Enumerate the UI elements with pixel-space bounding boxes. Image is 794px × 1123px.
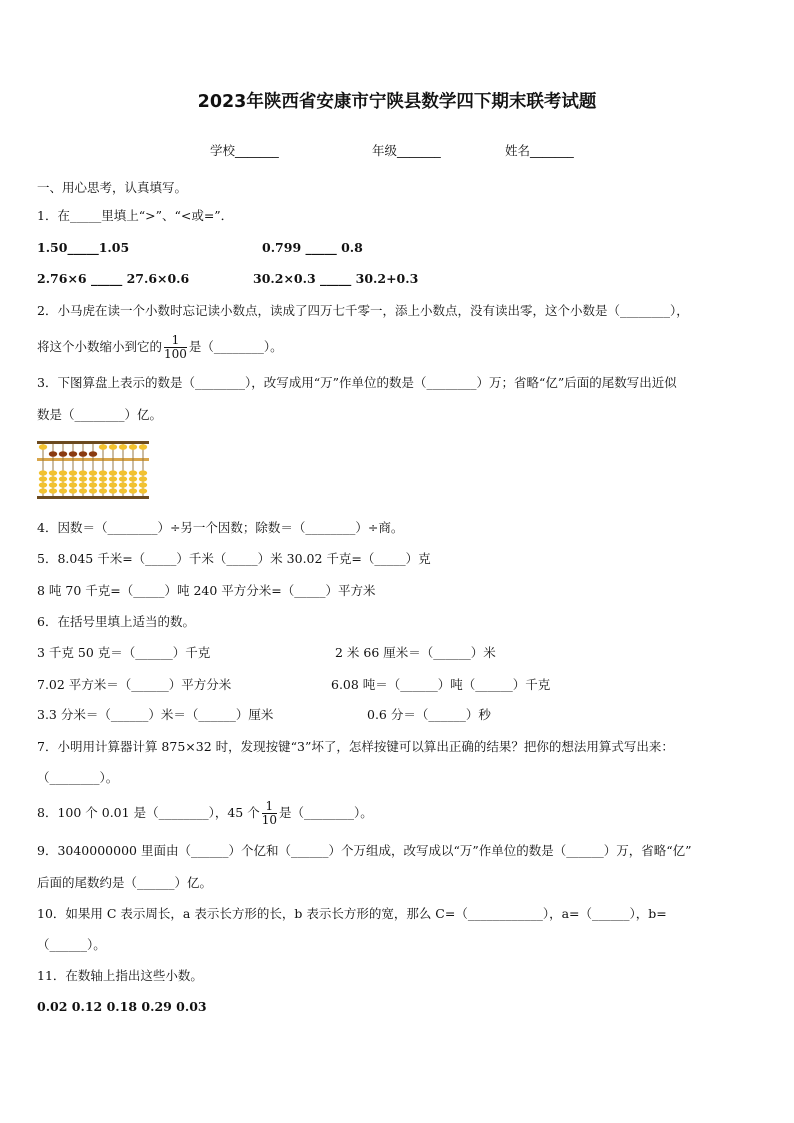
abacus-lower-bead bbox=[119, 476, 127, 481]
abacus-lower-bead bbox=[99, 470, 107, 475]
question-6-f: 0.6 分＝（______）秒 bbox=[367, 707, 491, 722]
abacus-rods bbox=[39, 444, 147, 496]
abacus-lower-bead bbox=[119, 482, 127, 487]
question-2-text-post: 是（________）。 bbox=[188, 339, 283, 354]
question-5-line2: 8 吨 70 千克=（_____）吨 240 平方分米=（_____）平方米 bbox=[37, 583, 376, 598]
abacus-lower-bead bbox=[89, 470, 97, 475]
question-5-line1: 5．8.045 千米=（_____）千米（_____）米 30.02 千克=（_____）克 bbox=[37, 551, 431, 566]
abacus-lower-bead bbox=[79, 470, 87, 475]
abacus-upper-bead bbox=[109, 444, 117, 450]
abacus-upper-bead bbox=[39, 444, 47, 450]
abacus-lower-bead bbox=[59, 476, 67, 481]
abacus-lower-bead bbox=[89, 476, 97, 481]
question-11-stem: 11．在数轴上指出这些小数。 bbox=[37, 968, 203, 983]
abacus-top-frame bbox=[37, 441, 149, 444]
abacus-lower-bead bbox=[59, 482, 67, 487]
abacus-lower-bead bbox=[129, 476, 137, 481]
abacus-lower-bead bbox=[59, 488, 67, 493]
abacus-lower-bead bbox=[69, 470, 77, 475]
fraction-denominator: 10 bbox=[261, 813, 277, 827]
abacus-lower-bead bbox=[129, 488, 137, 493]
question-9-line1: 9．3040000000 里面由（______）个亿和（______）个万组成，改写成以“万”作单位的数是（______）万，省略“亿” bbox=[37, 843, 692, 858]
abacus-lower-bead bbox=[79, 476, 87, 481]
abacus-upper-bead bbox=[119, 444, 127, 450]
abacus-upper-bead bbox=[79, 451, 87, 457]
question-2-line1: 2．小马虎在读一个小数时忘记读小数点，读成了四万七千零一，添上小数点，没有读出零，这个小数是（________）， bbox=[37, 303, 689, 318]
abacus-lower-bead bbox=[89, 482, 97, 487]
abacus-lower-bead bbox=[119, 470, 127, 475]
section-heading: 一、用心思考，认真填写。 bbox=[37, 180, 188, 195]
question-2-line2 bbox=[37, 332, 283, 362]
abacus-lower-bead bbox=[39, 482, 47, 487]
abacus-lower-bead bbox=[39, 470, 47, 475]
question-8 bbox=[37, 798, 373, 828]
question-8-text-pre: 8．100 个 0.01 是（________），45 个 bbox=[37, 805, 260, 820]
question-6-d: 6.08 吨＝（______）吨（______）千克 bbox=[331, 677, 551, 692]
abacus-bottom-frame bbox=[37, 496, 149, 499]
question-1-c: 2.76×6 _____ 27.6×0.6 bbox=[37, 271, 190, 286]
question-1-d: 30.2×0.3 _____ 30.2+0.3 bbox=[253, 271, 419, 286]
abacus-figure bbox=[37, 440, 149, 500]
grade-field: 年级_______ bbox=[372, 143, 441, 158]
question-3-line2: 数是（________）亿。 bbox=[37, 407, 163, 422]
question-6-c: 7.02 平方米＝（______）平方分米 bbox=[37, 677, 232, 692]
abacus-lower-bead bbox=[89, 488, 97, 493]
abacus-lower-bead bbox=[109, 470, 117, 475]
abacus-lower-bead bbox=[129, 482, 137, 487]
fraction bbox=[262, 800, 277, 827]
question-10-line2: （______）。 bbox=[37, 937, 106, 952]
abacus-upper-bead bbox=[129, 444, 137, 450]
abacus-lower-bead bbox=[99, 482, 107, 487]
question-4: 4．因数＝（________）÷另一个因数；除数＝（________）÷商。 bbox=[37, 520, 404, 535]
question-1-a: 1.50_____1.05 bbox=[37, 240, 130, 255]
abacus-upper-bead bbox=[89, 451, 97, 457]
abacus-lower-bead bbox=[109, 488, 117, 493]
abacus-upper-bead bbox=[69, 451, 77, 457]
page-title: 2023年陕西省安康市宁陕县数学四下期末联考试题 bbox=[197, 92, 597, 112]
abacus-lower-bead bbox=[59, 470, 67, 475]
abacus-lower-bead bbox=[69, 476, 77, 481]
question-6-b: 2 米 66 厘米＝（______）米 bbox=[335, 645, 496, 660]
question-10-line1: 10．如果用 C 表示周长，a 表示长方形的长，b 表示长方形的宽，那么 C=（____________），a=（______），b= bbox=[37, 906, 667, 921]
question-7-line2: （________）。 bbox=[37, 770, 119, 785]
abacus-upper-bead bbox=[99, 444, 107, 450]
name-field: 姓名_______ bbox=[505, 143, 574, 158]
abacus-lower-bead bbox=[49, 482, 57, 487]
question-7-line1: 7．小明用计算器计算 875×32 时，发现按键“3”坏了，怎样按键可以算出正确的结果？把你的想法用算式写出来： bbox=[37, 739, 674, 754]
question-3-line1: 3．下图算盘上表示的数是（________），改写成用“万”作单位的数是（________）万；省略“亿”后面的尾数写出近似 bbox=[37, 375, 677, 390]
fraction-denominator: 100 bbox=[164, 347, 187, 361]
fraction bbox=[164, 334, 187, 361]
abacus-lower-bead bbox=[49, 470, 57, 475]
abacus-lower-bead bbox=[139, 488, 147, 493]
abacus-lower-bead bbox=[39, 488, 47, 493]
question-1-stem: 1．在_____里填上“>”、“<或=”． bbox=[37, 208, 234, 223]
abacus-lower-bead bbox=[119, 488, 127, 493]
question-6-e: 3.3 分米＝（______）米＝（______）厘米 bbox=[37, 707, 274, 722]
fraction-numerator: 1 bbox=[164, 334, 187, 348]
abacus-lower-bead bbox=[129, 470, 137, 475]
question-1-b: 0.799 _____ 0.8 bbox=[262, 240, 363, 255]
question-11-values: 0.02 0.12 0.18 0.29 0.03 bbox=[37, 999, 207, 1014]
abacus-lower-bead bbox=[109, 476, 117, 481]
abacus-lower-bead bbox=[99, 476, 107, 481]
abacus-lower-bead bbox=[69, 482, 77, 487]
question-9-line2: 后面的尾数约是（______）亿。 bbox=[37, 875, 213, 890]
abacus-lower-bead bbox=[99, 488, 107, 493]
abacus-upper-bead bbox=[139, 444, 147, 450]
question-6-a: 3 千克 50 克＝（______）千克 bbox=[37, 645, 211, 660]
abacus-lower-bead bbox=[69, 488, 77, 493]
question-8-text-post: 是（________）。 bbox=[278, 805, 373, 820]
abacus-upper-bead bbox=[59, 451, 67, 457]
abacus-lower-bead bbox=[139, 476, 147, 481]
abacus-lower-bead bbox=[139, 482, 147, 487]
abacus-lower-bead bbox=[79, 482, 87, 487]
abacus-upper-bead bbox=[49, 451, 57, 457]
abacus-lower-bead bbox=[79, 488, 87, 493]
abacus-lower-bead bbox=[39, 476, 47, 481]
abacus-lower-bead bbox=[49, 488, 57, 493]
abacus-lower-bead bbox=[49, 476, 57, 481]
school-field: 学校_______ bbox=[210, 143, 279, 158]
fraction-numerator: 1 bbox=[262, 800, 277, 814]
abacus-lower-bead bbox=[109, 482, 117, 487]
abacus-lower-bead bbox=[139, 470, 147, 475]
question-6-stem: 6．在括号里填上适当的数。 bbox=[37, 614, 195, 629]
question-2-text-pre: 将这个小数缩小到它的 bbox=[37, 339, 163, 354]
